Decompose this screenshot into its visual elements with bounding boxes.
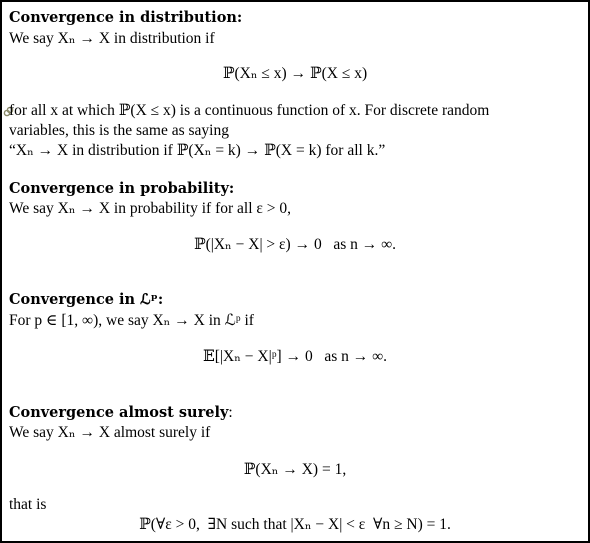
text-discrete-variables: variables, this is the same as saying	[9, 122, 229, 139]
text-that-is: that is	[9, 496, 47, 513]
heading-lp: Convergence in ℒᵖ:	[9, 291, 164, 308]
intro-lp: For p ∈ [1, ∞), we say Xₙ → X in ℒᵖ if	[9, 312, 254, 329]
heading-almost-surely-colon: :	[228, 404, 233, 421]
intro-distribution: We say Xₙ → X in distribution if	[9, 30, 215, 47]
heading-probability: Convergence in probability:	[9, 180, 235, 197]
heading-almost-surely: Convergence almost surely	[9, 404, 229, 421]
formula-lp: 𝔼[|Xₙ − X|ᵖ] → 0 as n → ∞.	[202, 348, 388, 365]
heading-almost-surely-line	[9, 403, 233, 423]
formula-probability: ℙ(|Xₙ − X| > ε) → 0 as n → ∞.	[193, 236, 397, 253]
text-distribution-condition: for all x at which ℙ(X ≤ x) is a continuous function of x. For discrete random	[9, 102, 490, 119]
intro-almost-surely: We say Xₙ → X almost surely if	[9, 424, 211, 441]
intro-probability: We say Xₙ → X in probability if for all ε > 0,	[9, 200, 292, 217]
heading-distribution: Convergence in distribution:	[9, 9, 243, 26]
formula-distribution: ℙ(Xₙ ≤ x) → ℙ(X ≤ x)	[222, 65, 368, 82]
formula-almost-surely: ℙ(Xₙ → X) = 1,	[243, 461, 347, 478]
text-discrete-quote: “Xₙ → X in distribution if ℙ(Xₙ = k) → ℙ(X = k) for all k.”	[9, 142, 386, 159]
formula-almost-surely-expanded: ℙ(∀ε > 0, ∃N such that |Xₙ − X| < ε ∀n ≥ N) = 1.	[139, 516, 451, 533]
